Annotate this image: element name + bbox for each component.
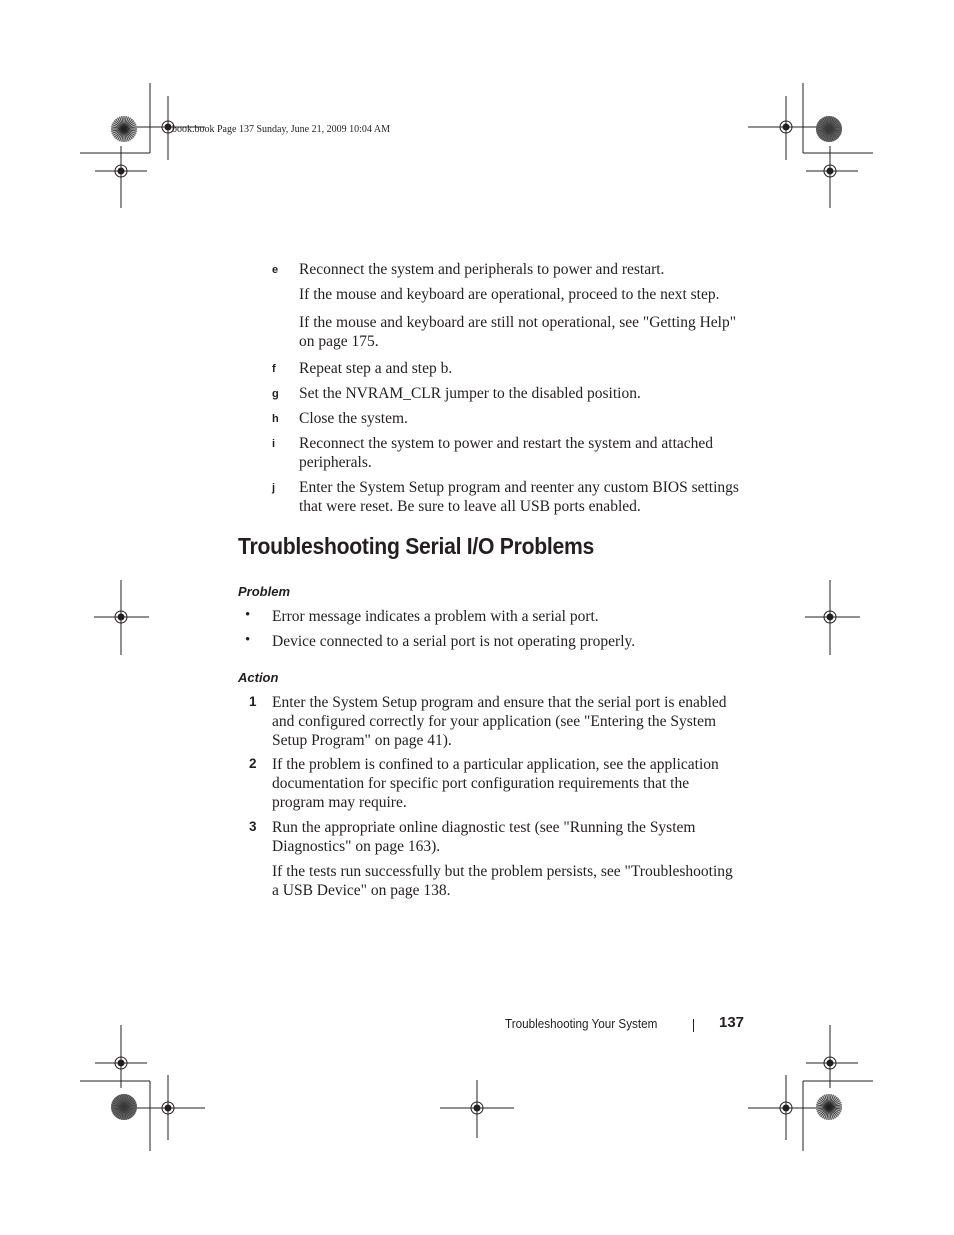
bullet-glyph: • — [245, 607, 251, 623]
step-label: f — [272, 363, 276, 375]
step-label: j — [272, 482, 276, 494]
sunburst-dial — [111, 1094, 137, 1120]
registration-target — [165, 1105, 171, 1111]
step-text: Run the appropriate online diagnostic test (see "Running the System Diagnostics" on page 163). — [272, 819, 696, 855]
sunburst-dial — [816, 116, 842, 142]
step-label: e — [272, 264, 279, 276]
list-item-text: Device connected to a serial port is not operating properly. — [272, 633, 636, 650]
step-text: Close the system. — [299, 410, 408, 427]
footer-chapter: Troubleshooting Your System — [505, 1016, 658, 1031]
step-text: Repeat step a and step b. — [299, 360, 453, 377]
step-label: g — [272, 388, 279, 400]
registration-target — [474, 1105, 480, 1111]
registration-target — [783, 1105, 789, 1111]
footer-divider — [693, 1019, 694, 1032]
sunburst-dial — [816, 1094, 842, 1120]
step-text: Set the NVRAM_CLR jumper to the disabled position. — [299, 385, 641, 402]
action-heading: Action — [238, 670, 279, 685]
registration-target — [118, 614, 124, 620]
problem-heading: Problem — [238, 584, 291, 599]
step-text: If the mouse and keyboard are operational, proceed to the next step. — [299, 286, 720, 303]
registration-target — [783, 124, 789, 130]
bullet-glyph: • — [245, 632, 251, 648]
step-text: Reconnect the system to power and restart the system and attached peripherals. — [299, 435, 714, 471]
step-text: Enter the System Setup program and reenter any custom BIOS settings that were reset. Be sure to leave all USB ports enabled. — [299, 479, 739, 515]
registration-target — [827, 614, 833, 620]
step-number: 3 — [249, 819, 257, 834]
registration-target — [827, 168, 833, 174]
sunburst-dial — [111, 116, 137, 142]
list-item-text: Error message indicates a problem with a serial port. — [272, 608, 599, 625]
step-number: 1 — [249, 694, 257, 709]
print-slug: book.book Page 137 Sunday, June 21, 2009 10:04 AM — [172, 124, 390, 135]
step-label: h — [272, 413, 279, 425]
section-title: Troubleshooting Serial I/O Problems — [238, 533, 595, 559]
step-text: If the mouse and keyboard are still not operational, see "Getting Help" on page 175. — [299, 314, 737, 350]
registration-target — [118, 168, 124, 174]
step-number: 2 — [249, 756, 257, 771]
page-number: 137 — [719, 1014, 745, 1031]
step-text: If the tests run successfully but the problem persists, see "Troubleshooting a USB Device" on page 138. — [272, 863, 733, 899]
registration-target — [165, 124, 171, 130]
step-text: Reconnect the system and peripherals to power and restart. — [299, 261, 665, 278]
registration-target — [118, 1060, 124, 1066]
step-label: i — [272, 438, 276, 450]
registration-target — [827, 1060, 833, 1066]
step-text: Enter the System Setup program and ensure that the serial port is enabled and configured correctly for your application (see "Entering the System Setup Program" on page 41). — [272, 694, 727, 749]
step-text: If the problem is confined to a particular application, see the application documentation for specific port configuration requirements that the program may require. — [272, 756, 719, 811]
